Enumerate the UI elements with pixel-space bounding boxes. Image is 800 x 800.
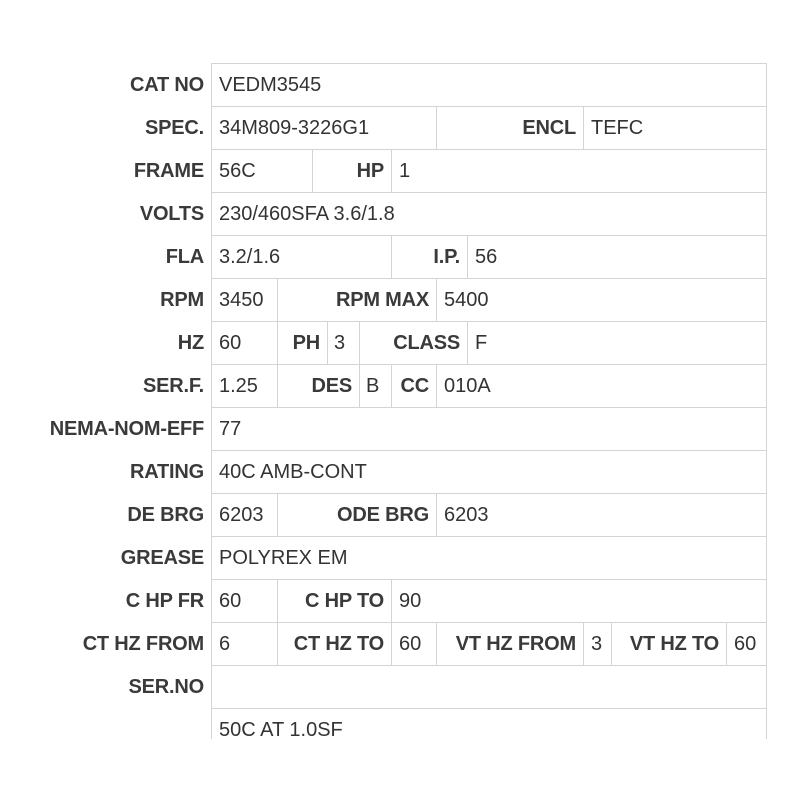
frame-label: FRAME [133, 160, 204, 182]
hz-value: 60 [219, 332, 242, 354]
ser-f-label: SER.F. [142, 375, 204, 397]
ph-value: 3 [334, 332, 346, 354]
ip-value: 56 [475, 246, 498, 268]
ip-label: I.P. [433, 246, 460, 268]
c-hp-to-label: C HP TO [305, 590, 384, 612]
nema-nom-eff-label: NEMA-NOM-EFF [49, 418, 204, 440]
de-brg-label: DE BRG [127, 504, 204, 526]
class-label: CLASS [393, 332, 460, 354]
class-value: F [475, 332, 488, 354]
vt-hz-from-value: 3 [591, 633, 603, 655]
fla-value: 3.2/1.6 [219, 246, 281, 268]
cc-label: CC [400, 375, 429, 397]
grease-label: GREASE [120, 547, 204, 569]
encl-label: ENCL [522, 117, 576, 139]
hz-label: HZ [177, 332, 204, 354]
frame-value: 56C [219, 160, 256, 182]
hp-label: HP [356, 160, 384, 182]
service-factor-note: 50C AT 1.0SF [219, 719, 343, 741]
table-rule [766, 63, 767, 739]
spec-label: SPEC. [144, 117, 204, 139]
rpm-max-value: 5400 [444, 289, 489, 311]
des-label: DES [311, 375, 352, 397]
ct-hz-from-label: CT HZ FROM [82, 633, 204, 655]
ct-hz-to-label: CT HZ TO [293, 633, 384, 655]
ser-no-value [211, 666, 766, 709]
cat-no-value: VEDM3545 [219, 74, 322, 96]
spec-value: 34M809-3226G1 [219, 117, 370, 139]
rpm-label: RPM [160, 289, 204, 311]
ser-f-value: 1.25 [219, 375, 258, 397]
vt-hz-to-value: 60 [734, 633, 757, 655]
ct-hz-from-value: 6 [219, 633, 231, 655]
c-hp-to-value: 90 [399, 590, 422, 612]
rating-value: 40C AMB-CONT [219, 461, 367, 483]
ser-no-label: SER.NO [128, 676, 204, 698]
c-hp-fr-label: C HP FR [125, 590, 204, 612]
fla-label: FLA [165, 246, 204, 268]
ph-label: PH [292, 332, 320, 354]
grease-value: POLYREX EM [219, 547, 348, 569]
des-value: B [366, 375, 380, 397]
ode-brg-value: 6203 [444, 504, 489, 526]
volts-value: 230/460SFA 3.6/1.8 [219, 203, 395, 225]
cc-value: 010A [444, 375, 491, 397]
rpm-value: 3450 [219, 289, 264, 311]
de-brg-value: 6203 [219, 504, 264, 526]
ct-hz-to-value: 60 [399, 633, 422, 655]
rpm-max-label: RPM MAX [335, 289, 429, 311]
vt-hz-from-label: VT HZ FROM [455, 633, 576, 655]
volts-label: VOLTS [139, 203, 204, 225]
cat-no-label: CAT NO [130, 74, 204, 96]
rating-label: RATING [130, 461, 204, 483]
hp-value: 1 [399, 160, 411, 182]
vt-hz-to-label: VT HZ TO [629, 633, 719, 655]
encl-value: TEFC [591, 117, 644, 139]
c-hp-fr-value: 60 [219, 590, 242, 612]
nema-nom-eff-value: 77 [219, 418, 242, 440]
ode-brg-label: ODE BRG [337, 504, 429, 526]
